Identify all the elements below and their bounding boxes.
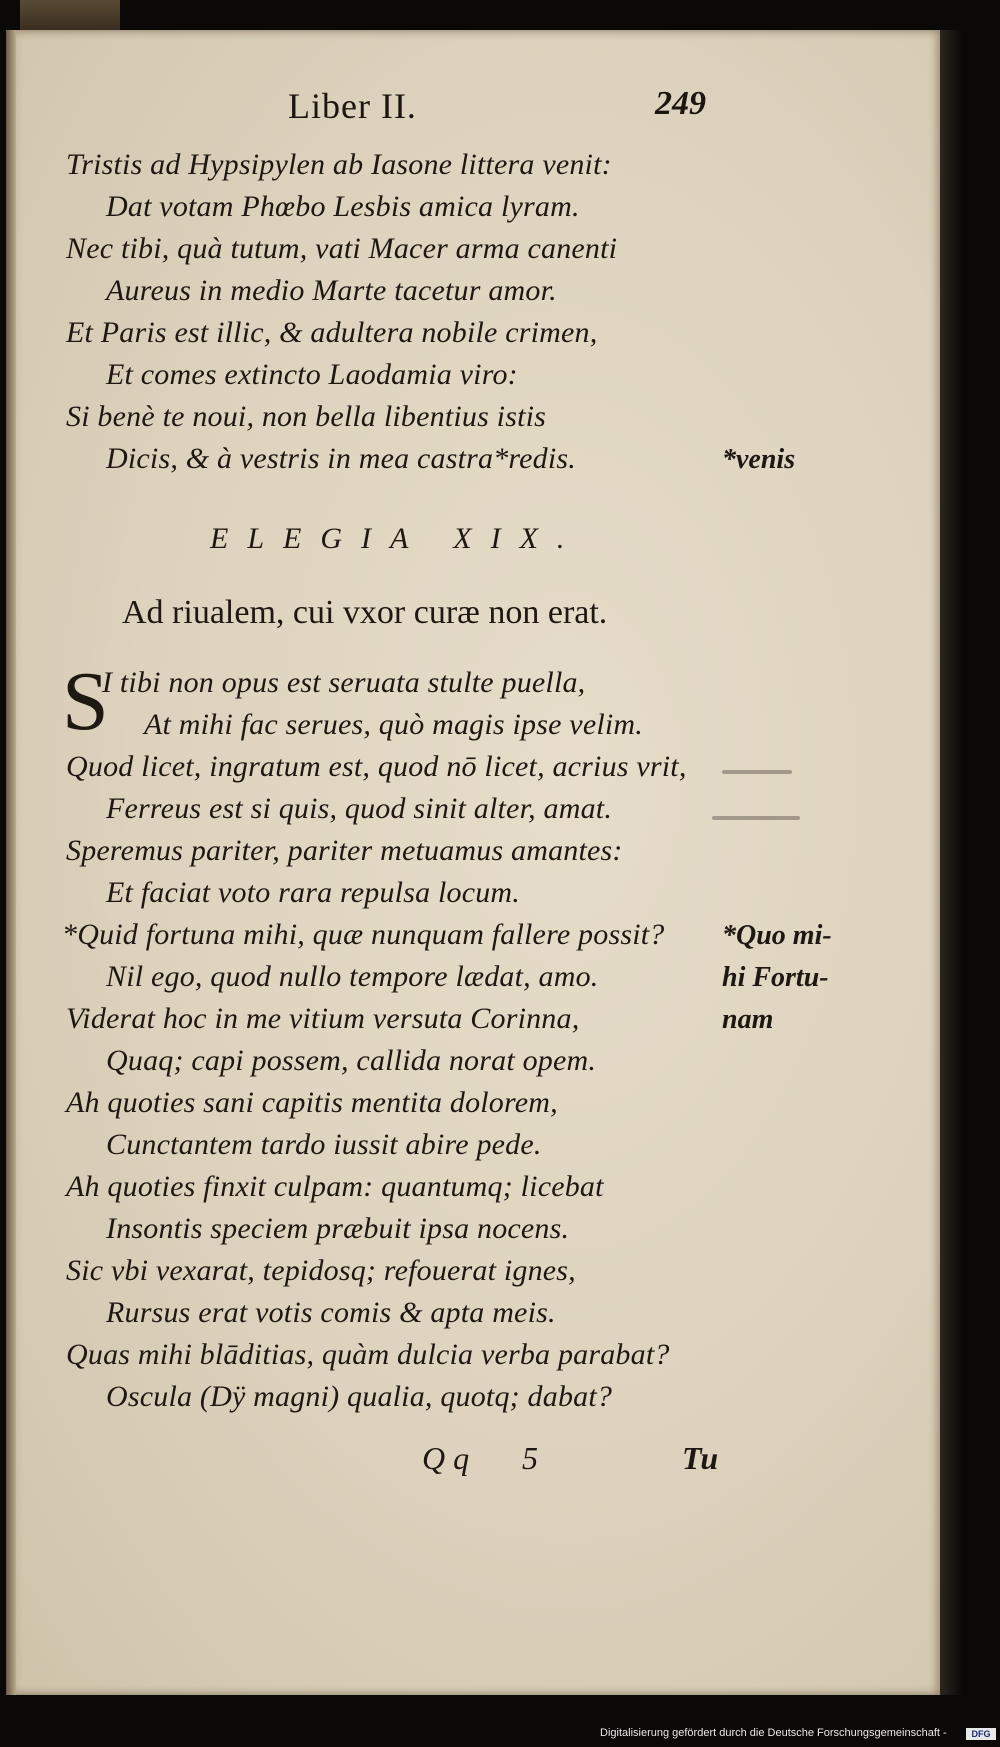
verse-line: Et comes extincto Laodamia viro: xyxy=(106,358,518,391)
verse-line: Nil ego, quod nullo tempore lædat, amo. xyxy=(106,960,599,993)
catchword: Tu xyxy=(682,1440,719,1476)
elegy-heading: ELEGIA XIX. xyxy=(210,522,584,555)
elegy-subtitle: Ad riualem, cui vxor curæ non erat. xyxy=(122,594,608,631)
verse-line: Sic vbi vexarat, tepidosq; refouerat ignes, xyxy=(66,1254,576,1287)
verse-line: Cunctantem tardo iussit abire pede. xyxy=(106,1128,542,1161)
verse-line: Quaq; capi possem, callida norat opem. xyxy=(106,1044,597,1077)
verse-line: Nec tibi, quà tutum, vati Macer arma canenti xyxy=(66,232,618,265)
verse-line: Dat votam Phœbo Lesbis amica lyram. xyxy=(106,190,580,223)
margin-note: hi Fortu- xyxy=(722,962,829,993)
page-edge xyxy=(940,30,962,1695)
verse-line: At mihi fac serues, quò magis ipse velim. xyxy=(144,708,643,741)
verse-line: Quas mihi blāditias, quàm dulcia verba parabat? xyxy=(66,1338,670,1371)
signature-mark: Q q xyxy=(422,1440,470,1476)
verse-line: Viderat hoc in me vitium versuta Corinna, xyxy=(66,1002,580,1035)
page-spine-shadow xyxy=(6,30,16,1695)
margin-note: *Quo mi- xyxy=(722,920,832,951)
verse-line: *Quid fortuna mihi, quæ nunquam fallere possit? xyxy=(62,918,665,951)
pencil-mark xyxy=(722,770,792,774)
page-number: 249 xyxy=(655,85,706,122)
verse-line: Aureus in medio Marte tacetur amor. xyxy=(106,274,557,307)
digitization-credit: Digitalisierung gefördert durch die Deutsche Forschungsgemeinschaft - xyxy=(600,1727,947,1739)
verse-line: Speremus pariter, pariter metuamus amantes: xyxy=(66,834,623,867)
verse-line: Rursus erat votis comis & apta meis. xyxy=(106,1296,556,1329)
verse-line: I tibi non opus est seruata stulte puella, xyxy=(102,666,586,699)
verse-line: Oscula (Dÿ magni) qualia, quotq; dabat? xyxy=(106,1380,613,1413)
margin-note: nam xyxy=(722,1004,774,1035)
verse-line: Et Paris est illic, & adultera nobile crimen, xyxy=(66,316,598,349)
book-binding xyxy=(20,0,120,30)
verse-line: Tristis ad Hypsipylen ab Iasone littera venit: xyxy=(66,148,612,181)
running-head: Liber II. xyxy=(288,86,417,126)
verse-line: Ferreus est si quis, quod sinit alter, amat. xyxy=(106,792,613,825)
drop-cap: S xyxy=(62,655,109,748)
verse-line: Et faciat voto rara repulsa locum. xyxy=(106,876,520,909)
pencil-mark xyxy=(712,816,800,820)
margin-note: *venis xyxy=(722,444,796,475)
dfg-logo: DFG xyxy=(966,1728,996,1740)
verse-line: Ah quoties sani capitis mentita dolorem, xyxy=(66,1086,558,1119)
verse-line: Ah quoties finxit culpam: quantumq; licebat xyxy=(66,1170,604,1203)
signature-number: 5 xyxy=(522,1440,538,1476)
verse-line: Insontis speciem præbuit ipsa nocens. xyxy=(106,1212,570,1245)
verse-line: Dicis, & à vestris in mea castra*redis. xyxy=(106,442,576,475)
verse-line: Si benè te noui, non bella libentius istis xyxy=(66,400,547,433)
verse-line: Quod licet, ingratum est, quod nō licet, acrius vrit, xyxy=(66,750,687,783)
